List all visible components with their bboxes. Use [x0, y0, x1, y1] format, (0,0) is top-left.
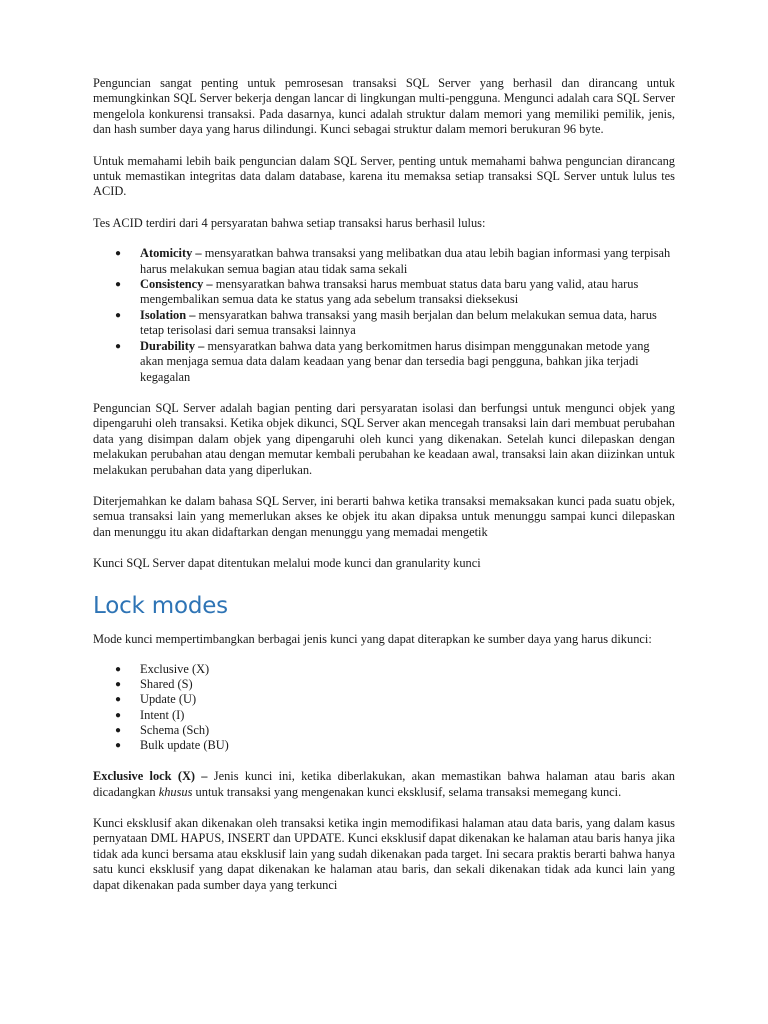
bullet-icon: ●: [115, 340, 122, 352]
lock-mode-item: [93, 662, 675, 677]
bullet-icon: ●: [115, 694, 122, 706]
intro-paragraph-3: Tes ACID terdiri dari 4 persyaratan bahwa setiap transaksi harus berhasil lulus:: [93, 215, 486, 230]
lock-mode-label: Exclusive (X): [140, 661, 210, 676]
acid-desc: mensyaratkan bahwa transaksi harus membuat status data baru yang valid, atau harus mengembalikan semua data ke status yang ada sebelum transaksi dieksekusi: [140, 277, 639, 307]
acid-desc: mensyaratkan bahwa transaksi yang masih berjalan dan belum melakukan semua data, harus tetap terisolasi dari semua transaksi lainnya: [140, 307, 657, 338]
acid-item-durability: [93, 339, 675, 385]
bullet-icon: ●: [115, 724, 122, 736]
body-paragraph-6: Kunci SQL Server dapat ditentukan melalui mode kunci dan granularity kunci: [93, 556, 481, 571]
bullet-icon: ●: [115, 739, 122, 751]
acid-term: Consistency –: [140, 277, 213, 292]
document-page: [93, 76, 675, 893]
section-heading-lock-modes: Lock modes: [93, 592, 228, 619]
lock-mode-label: Schema (Sch): [140, 722, 210, 737]
acid-item-isolation: [93, 308, 675, 339]
acid-desc: mensyaratkan bahwa transaksi yang melibatkan dua atau lebih bagian informasi yang terpisah harus melakukan semua bagian atau tidak sama sekali: [140, 246, 671, 276]
bullet-icon: ●: [115, 248, 122, 260]
bullet-icon: ●: [115, 679, 122, 691]
lock-mode-item: [93, 738, 675, 753]
lock-modes-list: [93, 662, 675, 753]
lock-mode-label: Update (U): [140, 692, 197, 707]
intro-paragraph-2: Untuk memahami lebih baik penguncian dalam SQL Server, penting untuk memahami bahwa penguncian dirancang untuk memastikan integritas data dalam database, karena itu memaksa setiap transaksi SQL Server untuk lulus tes ACID.: [93, 153, 675, 199]
lock-mode-item: [93, 723, 675, 738]
exclusive-detail-paragraph: Kunci eksklusif akan dikenakan oleh transaksi ketika ingin memodifikasi halaman atau data baris, yang dalam kasus pernyataan DML HAPUS, INSERT dan UPDATE. Kunci eksklusif dapat dikenakan ke halaman atau baris hanya jika tidak ada kunci bersama atau eksklusif lain yang sudah dikenakan pada target. Ini secara praktis berarti bahwa hanya satu kunci eksklusif yang dapat dikenakan ke halaman atau baris, dan sekali dikenakan tidak ada kunci lain yang dapat dikenakan pada sumber daya yang terkunci: [93, 816, 675, 892]
lock-mode-label: Intent (I): [140, 707, 185, 722]
body-paragraph-5: Diterjemahkan ke dalam bahasa SQL Server, ini berarti bahwa ketika transaksi memaksakan kunci pada suatu objek, semua transaksi lain yang memerlukan akses ke objek itu akan dipaksa untuk menunggu sampai kunci dilepaskan dan menunggu itu akan didaftarkan dengan menunggu yang memadai mengetik: [93, 493, 675, 539]
acid-item-atomicity: [93, 246, 675, 277]
acid-term: Atomicity –: [140, 246, 202, 261]
lock-mode-label: Bulk update (BU): [140, 737, 229, 752]
lock-modes-intro: Mode kunci mempertimbangkan berbagai jenis kunci yang dapat diterapkan ke sumber daya yang harus dikunci:: [93, 631, 652, 646]
bullet-icon: ●: [115, 279, 122, 291]
bullet-icon: ●: [115, 663, 122, 675]
lock-mode-label: Shared (S): [140, 677, 193, 692]
exclusive-lock-term: Exclusive lock (X) –: [93, 769, 208, 784]
intro-paragraph-1: Penguncian sangat penting untuk pemrosesan transaksi SQL Server yang berhasil dan dirancang untuk memungkinkan SQL Server bekerja dengan lancar di lingkungan multi-pengguna. Mengunci adalah cara SQL Server mengelola konkurensi transaksi. Pada dasarnya, kunci adalah struktur dalam memori yang memiliki pemilik, jenis, dan hash sumber daya yang harus dilindungi. Kunci sebagai struktur dalam memori berukuran 96 byte.: [93, 76, 675, 137]
acid-term: Durability –: [140, 338, 205, 353]
lock-mode-item: [93, 708, 675, 723]
lock-mode-item: [93, 677, 675, 692]
exclusive-emphasis: khusus: [158, 784, 193, 799]
bullet-icon: ●: [115, 709, 122, 721]
exclusive-text-a: Jenis kunci ini, ketika diberlakukan, akan memastikan bahwa halaman atau baris akan dicadangkan: [93, 769, 675, 799]
acid-term: Isolation –: [140, 307, 196, 322]
bullet-icon: ●: [115, 309, 122, 321]
exclusive-lock-paragraph: [93, 769, 675, 800]
acid-desc: mensyaratkan bahwa data yang berkomitmen harus disimpan menggunakan metode yang akan menjaga semua data dalam keadaan yang benar dan tersedia bagi pengguna, bahkan jika terjadi kegagalan: [140, 338, 650, 384]
acid-list: [93, 246, 675, 385]
lock-mode-item: [93, 692, 675, 707]
body-paragraph-4: Penguncian SQL Server adalah bagian penting dari persyaratan isolasi dan berfungsi untuk mengunci objek yang dipengaruhi oleh transaksi. Ketika objek dikunci, SQL Server akan mencegah transaksi lain dari membuat perubahan data yang disimpan dalam objek yang dipengaruhi oleh kunci yang dikenakan. Setelah kunci dilepaskan dengan melakukan perubahan atau dengan memutar kembali perubahan ke keadaan awal, transaksi lain akan diizinkan untuk melakukan perubahan data yang diperlukan.: [93, 400, 675, 477]
exclusive-text-b: untuk transaksi yang mengenakan kunci eksklusif, selama transaksi memegang kunci.: [192, 784, 622, 799]
acid-item-consistency: [93, 277, 675, 308]
